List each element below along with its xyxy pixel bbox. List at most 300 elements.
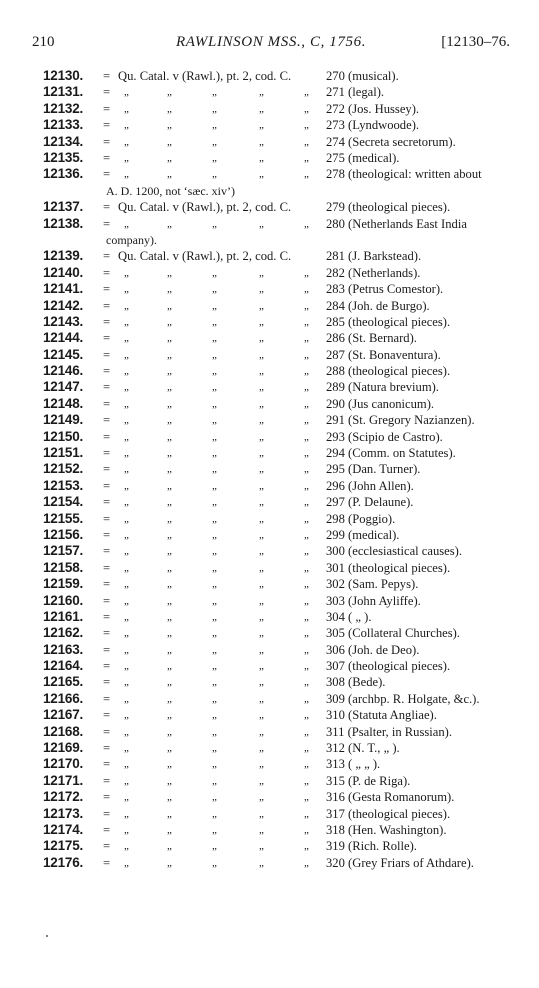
ditto-mark: „ [259,135,264,148]
entry-number: 12164. [43,658,84,674]
entry-number: 12131. [43,84,84,100]
ditto-mark: „ [304,561,309,574]
ditto-mark: „ [304,807,309,820]
ditto-mark: „ [167,774,172,787]
ditto-mark: „ [259,119,264,132]
entry-number: 12162. [43,625,84,641]
ditto-mark: „ [124,86,129,99]
entry-description: 303 (John Ayliffe). [326,593,421,608]
ditto-mark: „ [167,447,172,460]
ditto-mark: „ [124,627,129,640]
ditto-mark: „ [167,824,172,836]
ditto-mark: „ [259,545,264,558]
ditto-mark: „ [212,283,217,296]
ditto-mark: „ [167,479,172,492]
equals-sign: = [103,150,111,165]
catalogue-entry [0,691,539,707]
entry-number: 12140. [43,264,84,280]
equals-sign: = [103,511,111,526]
ditto-mark: „ [304,545,309,558]
entry-description: 300 (ecclesiastical causes). [326,544,463,559]
catalogue-entry [0,412,539,428]
ditto-mark: „ [167,168,172,181]
entry-description: 315 (P. de Riga). [326,773,411,788]
ditto-mark: „ [304,660,309,673]
entry-description: 282 (Netherlands). [326,265,421,280]
catalogue-entry [0,216,539,249]
entry-number: 12147. [43,379,84,395]
ditto-mark: „ [259,594,264,607]
ditto-mark: „ [304,299,309,312]
entry-number: 12144. [43,330,84,346]
entry-number: 12165. [43,674,84,690]
ditto-mark: „ [304,168,309,181]
equals-sign: = [103,69,111,83]
entry-number: 12138. [43,215,84,231]
ditto-mark: „ [212,217,217,230]
equals-sign: = [103,724,111,739]
ditto-mark: „ [212,86,217,99]
catalogue-entry [0,150,539,166]
ditto-mark: „ [124,365,129,378]
equals-sign: = [103,790,111,805]
page-number: 210 [32,34,55,50]
entry-description: 319 (Rich. Rolle). [326,839,417,854]
catalogue-entry [0,855,539,871]
ditto-mark: „ [304,709,309,722]
ditto-mark: „ [304,692,309,705]
ditto-mark: „ [167,660,172,673]
ditto-mark: „ [259,102,264,115]
catalogue-entry [0,527,539,543]
entry-continuation: A. D. 1200, not ‘sæc. xiv’) [106,183,235,198]
entry-number: 12148. [43,395,84,411]
entry-description: 274 (Secreta secretorum). [326,134,456,149]
catalogue-entry [0,84,539,100]
catalogue-entry [0,822,539,838]
ditto-mark: „ [212,824,217,836]
catalogue-entry [0,511,539,527]
catalogue-entry [0,199,539,215]
ditto-mark: „ [259,414,264,427]
ditto-mark: „ [212,774,217,787]
ditto-mark: „ [304,414,309,427]
catalogue-entry [0,68,539,84]
entry-number: 12163. [43,641,84,657]
equals-sign: = [103,347,111,362]
ditto-mark: „ [259,315,264,328]
equals-sign: = [103,249,111,264]
equals-sign: = [103,298,111,313]
ditto-mark: „ [124,774,129,787]
catalogue-entry [0,314,539,330]
ditto-mark: „ [212,168,217,181]
entry-description: 272 (Jos. Hussey). [326,101,420,116]
ditto-mark: „ [212,578,217,591]
ditto-mark: „ [167,856,172,869]
ditto-mark: „ [124,102,129,115]
entry-description: 273 (Lyndwoode). [326,118,420,133]
ditto-mark: „ [259,86,264,99]
ditto-mark: „ [304,791,309,804]
ditto-mark: „ [167,758,172,771]
ditto-mark: „ [304,725,309,738]
catalogue-entry [0,642,539,658]
ditto-mark: „ [304,283,309,296]
ditto-mark: „ [124,315,129,328]
ditto-mark: „ [167,545,172,558]
ditto-mark: „ [304,397,309,410]
equals-sign: = [103,364,111,379]
ditto-mark: „ [167,594,172,607]
ditto-mark: „ [304,643,309,656]
ditto-mark: „ [167,463,172,476]
ditto-mark: „ [167,217,172,230]
catalogue-entry [0,379,539,395]
ditto-mark: „ [212,709,217,722]
catalogue-entry [0,396,539,412]
equals-sign: = [103,314,111,329]
entry-description: 284 (Joh. de Burgo). [326,298,430,313]
equals-sign: = [103,478,111,493]
ditto-mark: „ [212,479,217,492]
ditto-mark: „ [212,791,217,804]
entry-description: 283 (Petrus Comestor). [326,282,444,297]
ditto-mark: „ [124,676,129,689]
entry-number: 12133. [43,117,84,133]
ditto-mark: „ [304,365,309,378]
ditto-mark: „ [167,119,172,132]
ditto-mark: „ [212,135,217,148]
ditto-mark: „ [212,102,217,115]
ditto-mark: „ [167,643,172,656]
ditto-mark: „ [259,397,264,410]
ditto-mark: „ [259,774,264,787]
entry-description: 317 (theological pieces). [326,806,451,821]
ditto-mark: „ [304,774,309,787]
catalogue-entry [0,330,539,346]
catalogue-entry [0,756,539,772]
ditto-mark: „ [124,463,129,476]
ditto-mark: „ [167,348,172,361]
entry-description: 275 (medical). [326,150,400,165]
entry-description: 287 (St. Bonaventura). [326,347,441,362]
entry-description: 295 (Dan. Turner). [326,462,421,477]
ditto-mark: „ [259,447,264,460]
entry-description: 302 (Sam. Pepys). [326,577,419,592]
equals-sign: = [103,741,111,756]
ditto-mark: „ [212,365,217,378]
ditto-mark: „ [124,709,129,722]
entry-description: 289 (Natura brevium). [326,380,439,395]
ditto-mark: „ [304,676,309,689]
equals-sign: = [103,708,111,723]
equals-sign: = [103,265,111,280]
entry-description: 298 (Poggio). [326,511,396,526]
ditto-mark: „ [259,742,264,755]
ditto-mark: „ [167,627,172,640]
entry-number: 12130. [43,68,84,83]
ditto-mark: „ [304,594,309,607]
catalogue-entry [0,265,539,281]
catalogue-entry [0,543,539,559]
catalogue-entry [0,101,539,117]
source-reference: Qu. Catal. v (Rawl.), pt. 2, cod. C. [118,69,292,83]
entry-number: 12159. [43,576,84,592]
ditto-mark: „ [304,348,309,361]
entry-number: 12158. [43,559,84,575]
entry-description: 278 (theological: written about [326,167,482,182]
ditto-mark: „ [124,266,129,279]
ditto-mark: „ [124,217,129,230]
ditto-mark: „ [259,561,264,574]
ditto-mark: „ [212,512,217,525]
equals-sign: = [103,331,111,346]
ditto-mark: „ [124,528,129,541]
ditto-mark: „ [304,856,309,869]
equals-sign: = [103,609,111,624]
catalogue-entry [0,445,539,461]
equals-sign: = [103,855,111,870]
equals-sign: = [103,593,111,608]
entry-description: 304 ( „ ). [326,609,372,624]
entry-number: 12146. [43,363,84,379]
stray-mark [46,935,48,937]
entry-number: 12167. [43,707,84,723]
entry-description: 320 (Grey Friars of Athdare). [326,855,474,870]
ditto-mark: „ [124,594,129,607]
entry-description: 290 (Jus canonicum). [326,396,435,411]
ditto-mark: „ [212,692,217,705]
ditto-mark: „ [124,807,129,820]
ditto-mark: „ [167,578,172,591]
ditto-mark: „ [212,807,217,820]
equals-sign: = [103,757,111,772]
ditto-mark: „ [304,102,309,115]
ditto-mark: „ [212,397,217,410]
ditto-mark: „ [167,135,172,148]
ditto-mark: „ [212,758,217,771]
ditto-mark: „ [212,332,217,345]
entry-number: 12150. [43,428,84,444]
equals-sign: = [103,823,111,837]
ditto-mark: „ [259,528,264,541]
entry-number: 12132. [43,100,84,116]
ditto-mark: „ [304,266,309,279]
equals-sign: = [103,380,111,395]
entry-number: 12170. [43,756,84,772]
entry-description: 271 (legal). [326,85,385,100]
entry-number: 12155. [43,510,84,526]
entry-number: 12175. [43,838,84,854]
ditto-mark: „ [124,414,129,427]
ditto-mark: „ [124,348,129,361]
entry-description: 313 ( „ „ ). [326,757,381,772]
ditto-mark: „ [259,807,264,820]
entry-number: 12176. [43,854,84,870]
catalogue-entry [0,609,539,625]
ditto-mark: „ [304,332,309,345]
ditto-mark: „ [304,758,309,771]
ditto-mark: „ [167,299,172,312]
catalogue-entry [0,347,539,363]
ditto-mark: „ [259,758,264,771]
ditto-mark: „ [124,545,129,558]
catalogue-entry [0,625,539,641]
ditto-mark: „ [304,463,309,476]
ditto-mark: „ [124,561,129,574]
ditto-mark: „ [259,643,264,656]
catalogue-entry [0,576,539,592]
ditto-mark: „ [124,397,129,410]
entry-number: 12160. [43,592,84,608]
ditto-mark: „ [212,660,217,673]
entry-number: 12166. [43,690,84,706]
catalogue-entry [0,117,539,133]
ditto-mark: „ [212,561,217,574]
entry-description: 294 (Comm. on Statutes). [326,446,456,461]
ditto-mark: „ [167,496,172,509]
equals-sign: = [103,691,111,706]
catalogue-entry [0,298,539,314]
equals-sign: = [103,839,111,854]
entry-description: 281 (J. Barkstead). [326,249,422,264]
catalogue-entry [0,166,539,199]
entry-description: 288 (theological pieces). [326,364,451,379]
ditto-mark: „ [124,725,129,738]
ditto-mark: „ [167,840,172,853]
ditto-mark: „ [124,692,129,705]
catalogue-entry [0,134,539,150]
page-header [32,34,510,54]
entry-description: 297 (P. Delaune). [326,495,414,510]
ditto-mark: „ [167,430,172,443]
ditto-mark: „ [212,381,217,394]
ditto-mark: „ [259,856,264,869]
ditto-mark: „ [212,594,217,607]
entry-number: 12149. [43,412,84,428]
entry-description: 301 (theological pieces). [326,560,451,575]
ditto-mark: „ [124,381,129,394]
entry-description: 293 (Scipio de Castro). [326,429,443,444]
ditto-mark: „ [124,135,129,148]
ditto-mark: „ [167,742,172,755]
entry-description: 309 (archbp. R. Holgate, &c.). [326,691,480,706]
equals-sign: = [103,560,111,575]
equals-sign: = [103,626,111,641]
equals-sign: = [103,495,111,510]
ditto-mark: „ [124,299,129,312]
ditto-mark: „ [212,119,217,132]
ditto-mark: „ [259,512,264,525]
ditto-mark: „ [304,381,309,394]
entry-number: 12153. [43,477,84,493]
entry-number: 12136. [43,166,84,182]
ditto-mark: „ [304,627,309,640]
ditto-mark: „ [304,496,309,509]
ditto-mark: „ [212,627,217,640]
ditto-mark: „ [212,151,217,164]
ditto-mark: „ [124,824,129,836]
catalogue-entry [0,248,539,264]
catalogue-entry [0,789,539,805]
equals-sign: = [103,527,111,542]
equals-sign: = [103,577,111,592]
ditto-mark: „ [212,447,217,460]
ditto-mark: „ [212,643,217,656]
ditto-mark: „ [124,332,129,345]
ditto-mark: „ [124,856,129,869]
equals-sign: = [103,216,111,231]
ditto-mark: „ [304,840,309,853]
entry-number: 12134. [43,133,84,149]
ditto-mark: „ [304,447,309,460]
ditto-mark: „ [124,119,129,132]
catalogue-entry [0,494,539,510]
ditto-mark: „ [167,512,172,525]
ditto-mark: „ [304,824,309,836]
catalogue-entry [0,461,539,477]
ditto-mark: „ [259,299,264,312]
catalogue-entry [0,724,539,740]
ditto-mark: „ [304,430,309,443]
entry-number: 12172. [43,789,84,805]
equals-sign: = [103,118,111,133]
entry-number: 12143. [43,313,84,329]
entry-description: 280 (Netherlands East India [326,216,467,231]
ditto-mark: „ [167,102,172,115]
ditto-mark: „ [124,168,129,181]
entry-number: 12151. [43,445,84,461]
ditto-mark: „ [259,610,264,623]
ditto-mark: „ [124,283,129,296]
ditto-mark: „ [212,266,217,279]
equals-sign: = [103,101,111,116]
ditto-mark: „ [212,414,217,427]
ditto-mark: „ [167,561,172,574]
catalogue-entry [0,478,539,494]
catalogue-entry [0,593,539,609]
ditto-mark: „ [259,660,264,673]
ditto-mark: „ [167,414,172,427]
entry-number: 12161. [43,608,84,624]
ditto-mark: „ [124,479,129,492]
ditto-mark: „ [212,496,217,509]
entry-description: 318 (Hen. Washington). [326,823,447,837]
ditto-mark: „ [304,151,309,164]
ditto-mark: „ [259,824,264,836]
catalogue-entry [0,806,539,822]
equals-sign: = [103,85,111,100]
ditto-mark: „ [167,86,172,99]
ditto-mark: „ [212,610,217,623]
entry-description: 305 (Collateral Churches). [326,626,460,641]
ditto-mark: „ [259,151,264,164]
ditto-mark: „ [304,135,309,148]
ditto-mark: „ [212,299,217,312]
ditto-mark: „ [124,758,129,771]
ditto-mark: „ [259,283,264,296]
ditto-mark: „ [167,365,172,378]
entry-range: [12130–76. [441,34,510,50]
ditto-mark: „ [124,512,129,525]
ditto-mark: „ [167,332,172,345]
entry-number: 12145. [43,346,84,362]
ditto-mark: „ [212,430,217,443]
equals-sign: = [103,396,111,411]
entry-description: 316 (Gesta Romanorum). [326,790,455,805]
catalogue-entries [0,68,539,871]
